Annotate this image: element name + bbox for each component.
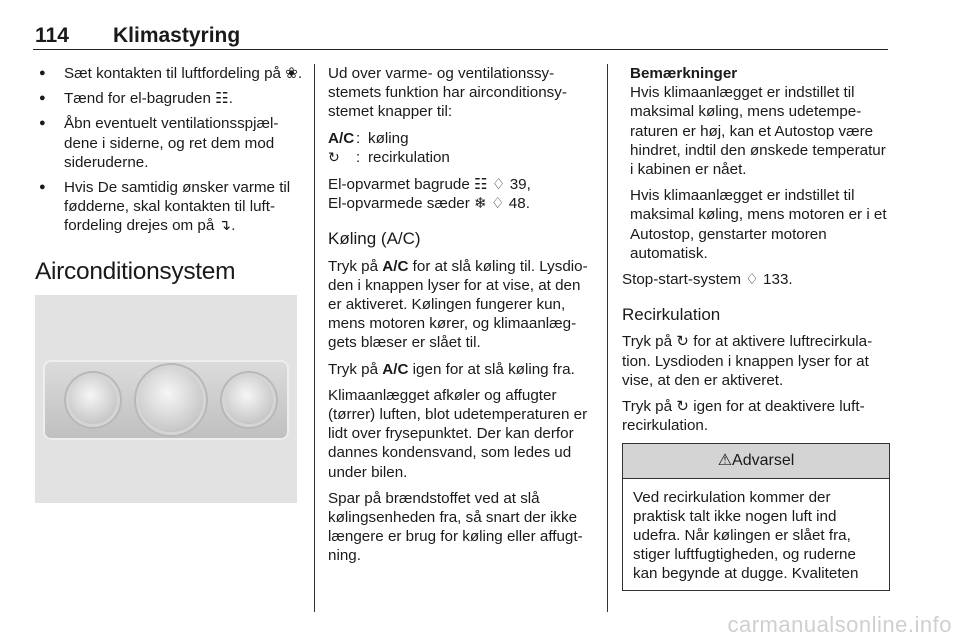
column-left <box>35 64 303 503</box>
page-header <box>35 24 240 48</box>
paragraph: Tryk på A/C for at slå køling til. Lysdioden i knappen lyser for at vise, at den er aktiveret. Kølingen fungerer kun, mens motoren kører, og klimaanlæggets blæser er slået til. <box>328 257 588 352</box>
reference-line: El-opvarmet bagrude ☷ ♢ 39, <box>328 176 531 194</box>
temperature-knob-icon <box>139 368 203 432</box>
subsection-heading: Køling (A/C) <box>328 229 421 249</box>
button-table <box>328 129 593 167</box>
ac-key: A/C <box>382 360 409 378</box>
note-block <box>622 64 890 263</box>
column-right <box>622 64 890 591</box>
column-divider <box>607 64 608 612</box>
recirculation-desc: recirkulation <box>368 148 450 166</box>
paragraph: Tryk på A/C igen for at slå køling fra. <box>328 360 575 378</box>
paragraph: Spar på brændstoffet ved at slå kølingsenheden fra, så snart der ikke længere er brug for køling eller affugtning. <box>328 489 583 565</box>
air-distribution-knob-icon <box>225 376 273 424</box>
recirculation-icon: ↻ <box>328 148 340 165</box>
reference-line: El-opvarmede sæder ❄ ♢ 48. <box>328 195 530 213</box>
note-title: Bemærkninger <box>630 65 738 82</box>
climate-control-panel-image <box>35 295 297 503</box>
bullet-item: ● Hvis De samtidig ønsker varme til fødderne, skal kontakten til luftfordeling drejes om på ↴. <box>35 178 303 236</box>
bullet-item: ● Åbn eventuelt ventilationsspjældene i siderne, og ret dem mod sideruderne. <box>35 114 303 172</box>
column-divider <box>314 64 315 612</box>
paragraph: Tryk på ↻ igen for at deaktivere luftrecirkulation. <box>622 398 865 435</box>
section-heading: Airconditionsystem <box>35 257 236 285</box>
ac-desc: køling <box>368 129 409 147</box>
column-middle <box>328 64 593 573</box>
watermark: carmanualsonline.info <box>727 612 952 637</box>
warning-box <box>622 443 890 591</box>
ac-key: A/C <box>382 257 409 275</box>
bullet-item: ● Tænd for el-bagruden ☷. <box>35 89 303 108</box>
page-title: Klimastyring <box>113 24 241 47</box>
separator: : <box>356 148 361 166</box>
paragraph: Klimaanlægget afkøler og affugter (tørrer) luften, blot udetemperaturen er lidt over frysepunktet. Der kan derfor dannes kondensvand, som ledes ud under bilen. <box>328 386 588 481</box>
control-panel <box>43 360 289 440</box>
subsection-heading: Recirkulation <box>622 305 721 325</box>
paragraph: Tryk på ↻ for at aktivere luftrecirkulation. Lysdioden i knappen lyser for at vise, at den er aktiveret. <box>622 333 873 389</box>
warning-text: Ved recirkulation kommer der praktisk talt ikke nogen luft ind udefra. Når kølingen er slået fra, stiger luftfugtigheden, og ruderne kan begynde at dugge. Kvaliteten <box>633 488 859 583</box>
warning-title: ⚠Advarsel <box>623 444 889 478</box>
header-rule <box>33 49 888 50</box>
intro-text: Ud over varme- og ventilationssystemets funktion har airconditionsystemet knapper til: <box>328 65 567 121</box>
note-paragraph: Hvis klimaanlægget er indstillet til maksimal køling, mens udetemperaturen er høj, kan et Autostop være hindret, indtil den ønskede temperatur i kabinen er nået. <box>630 84 886 179</box>
separator: : <box>356 129 361 147</box>
fan-knob-icon <box>69 376 117 424</box>
ac-key: A/C <box>328 129 355 147</box>
page-number: 114 <box>35 24 69 47</box>
reference-line: Stop-start-system ♢ 133. <box>622 271 793 289</box>
note-paragraph: Hvis klimaanlægget er indstillet til maksimal køling, mens motoren er i et Autostop, genstarter motoren automatisk. <box>630 187 887 262</box>
bullet-item: ● Sæt kontakten til luftfordeling på ❀. <box>35 64 303 83</box>
